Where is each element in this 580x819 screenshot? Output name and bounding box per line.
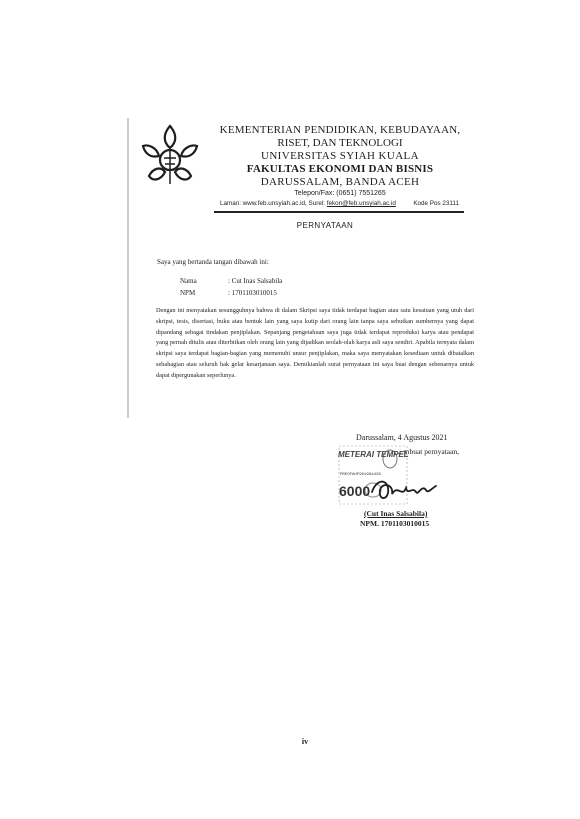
npm-label: NPM xyxy=(180,289,196,297)
signer-name: (Cut Inas Salsabila) xyxy=(364,509,428,518)
place-date: Darussalam, 4 Agustus 2021 xyxy=(356,433,448,442)
phone-line: Telepon/Fax: (0651) 7551265 xyxy=(294,190,386,197)
document-title: PERNYATAAN xyxy=(296,221,354,230)
signer-npm: NPM. 1701103010015 xyxy=(360,519,430,528)
faculty-name: FAKULTAS EKONOMI DAN BISNIS xyxy=(246,163,434,175)
city-line: DARUSSALAM, BANDA ACEH xyxy=(260,176,420,188)
name-value: : Cut Inas Salsabila xyxy=(228,277,283,285)
name-label: Nama xyxy=(180,277,197,285)
ministry-line-2: RISET, DAN TEKNOLOGI xyxy=(277,137,403,149)
handwritten-signature xyxy=(368,474,438,504)
signer-caption: ...mbuat pernyataan, xyxy=(398,447,460,456)
postcode-text: Kode Pos 23111 xyxy=(413,200,459,207)
scan-edge xyxy=(127,118,129,418)
statement-paragraph: Dengan ini menyatakan sesungguhnya bahwa di dalam Skripsi saya tidak terdapat bagian atau satu kesatuan yang utuh dari skripsi, tesis, disertasi, buku atau bentuk lain yang saya kutip dari orang lain tanpa saya sebutkan sumbernya yang dapat dipandang sebagai tindakan penjiplakan. Sepanjang pengetahuan saya juga tidak terdapat reproduksi karya atau pendapat yang pernah ditulis atau diterbitkan oleh orang lain yang dijadikan seolah-olah karya asli saya sendiri. Apabila ternyata dalam skripsi saya terdapat bagian-bagian yang memenuhi unsur penjiplakan, maka saya menyatakan kesediaan untuk dibatalkan sebahagian atau seluruh hak gelar kesarjanaan saya. Demikianlah surat pernyataan ini saya buat dengan sebenarnya untuk dapat dipergunakan seperlunya. xyxy=(156,307,474,379)
stamp-label: METERAI TEMPEL xyxy=(338,450,409,459)
npm-value: : 1701103010015 xyxy=(228,289,277,297)
website-text: Laman: www.feb.unsyiah.ac.id, Surel: xyxy=(220,200,326,207)
university-name: UNIVERSITAS SYIAH KUALA xyxy=(260,150,420,162)
header-divider xyxy=(214,211,464,213)
stamp-code: PREOFAHF901994428 xyxy=(340,473,381,477)
contact-line xyxy=(220,200,459,207)
page-number: iv xyxy=(301,737,309,746)
university-logo xyxy=(135,122,205,192)
stamp-value: 6000 xyxy=(339,483,371,499)
ministry-line-1: KEMENTERIAN PENDIDIKAN, KEBUDAYAAN, xyxy=(219,124,461,136)
intro-text: Saya yang bertanda tangan dibawah ini: xyxy=(157,258,269,266)
email-text: fekon@feb.unsyiah.ac.id xyxy=(326,200,396,207)
